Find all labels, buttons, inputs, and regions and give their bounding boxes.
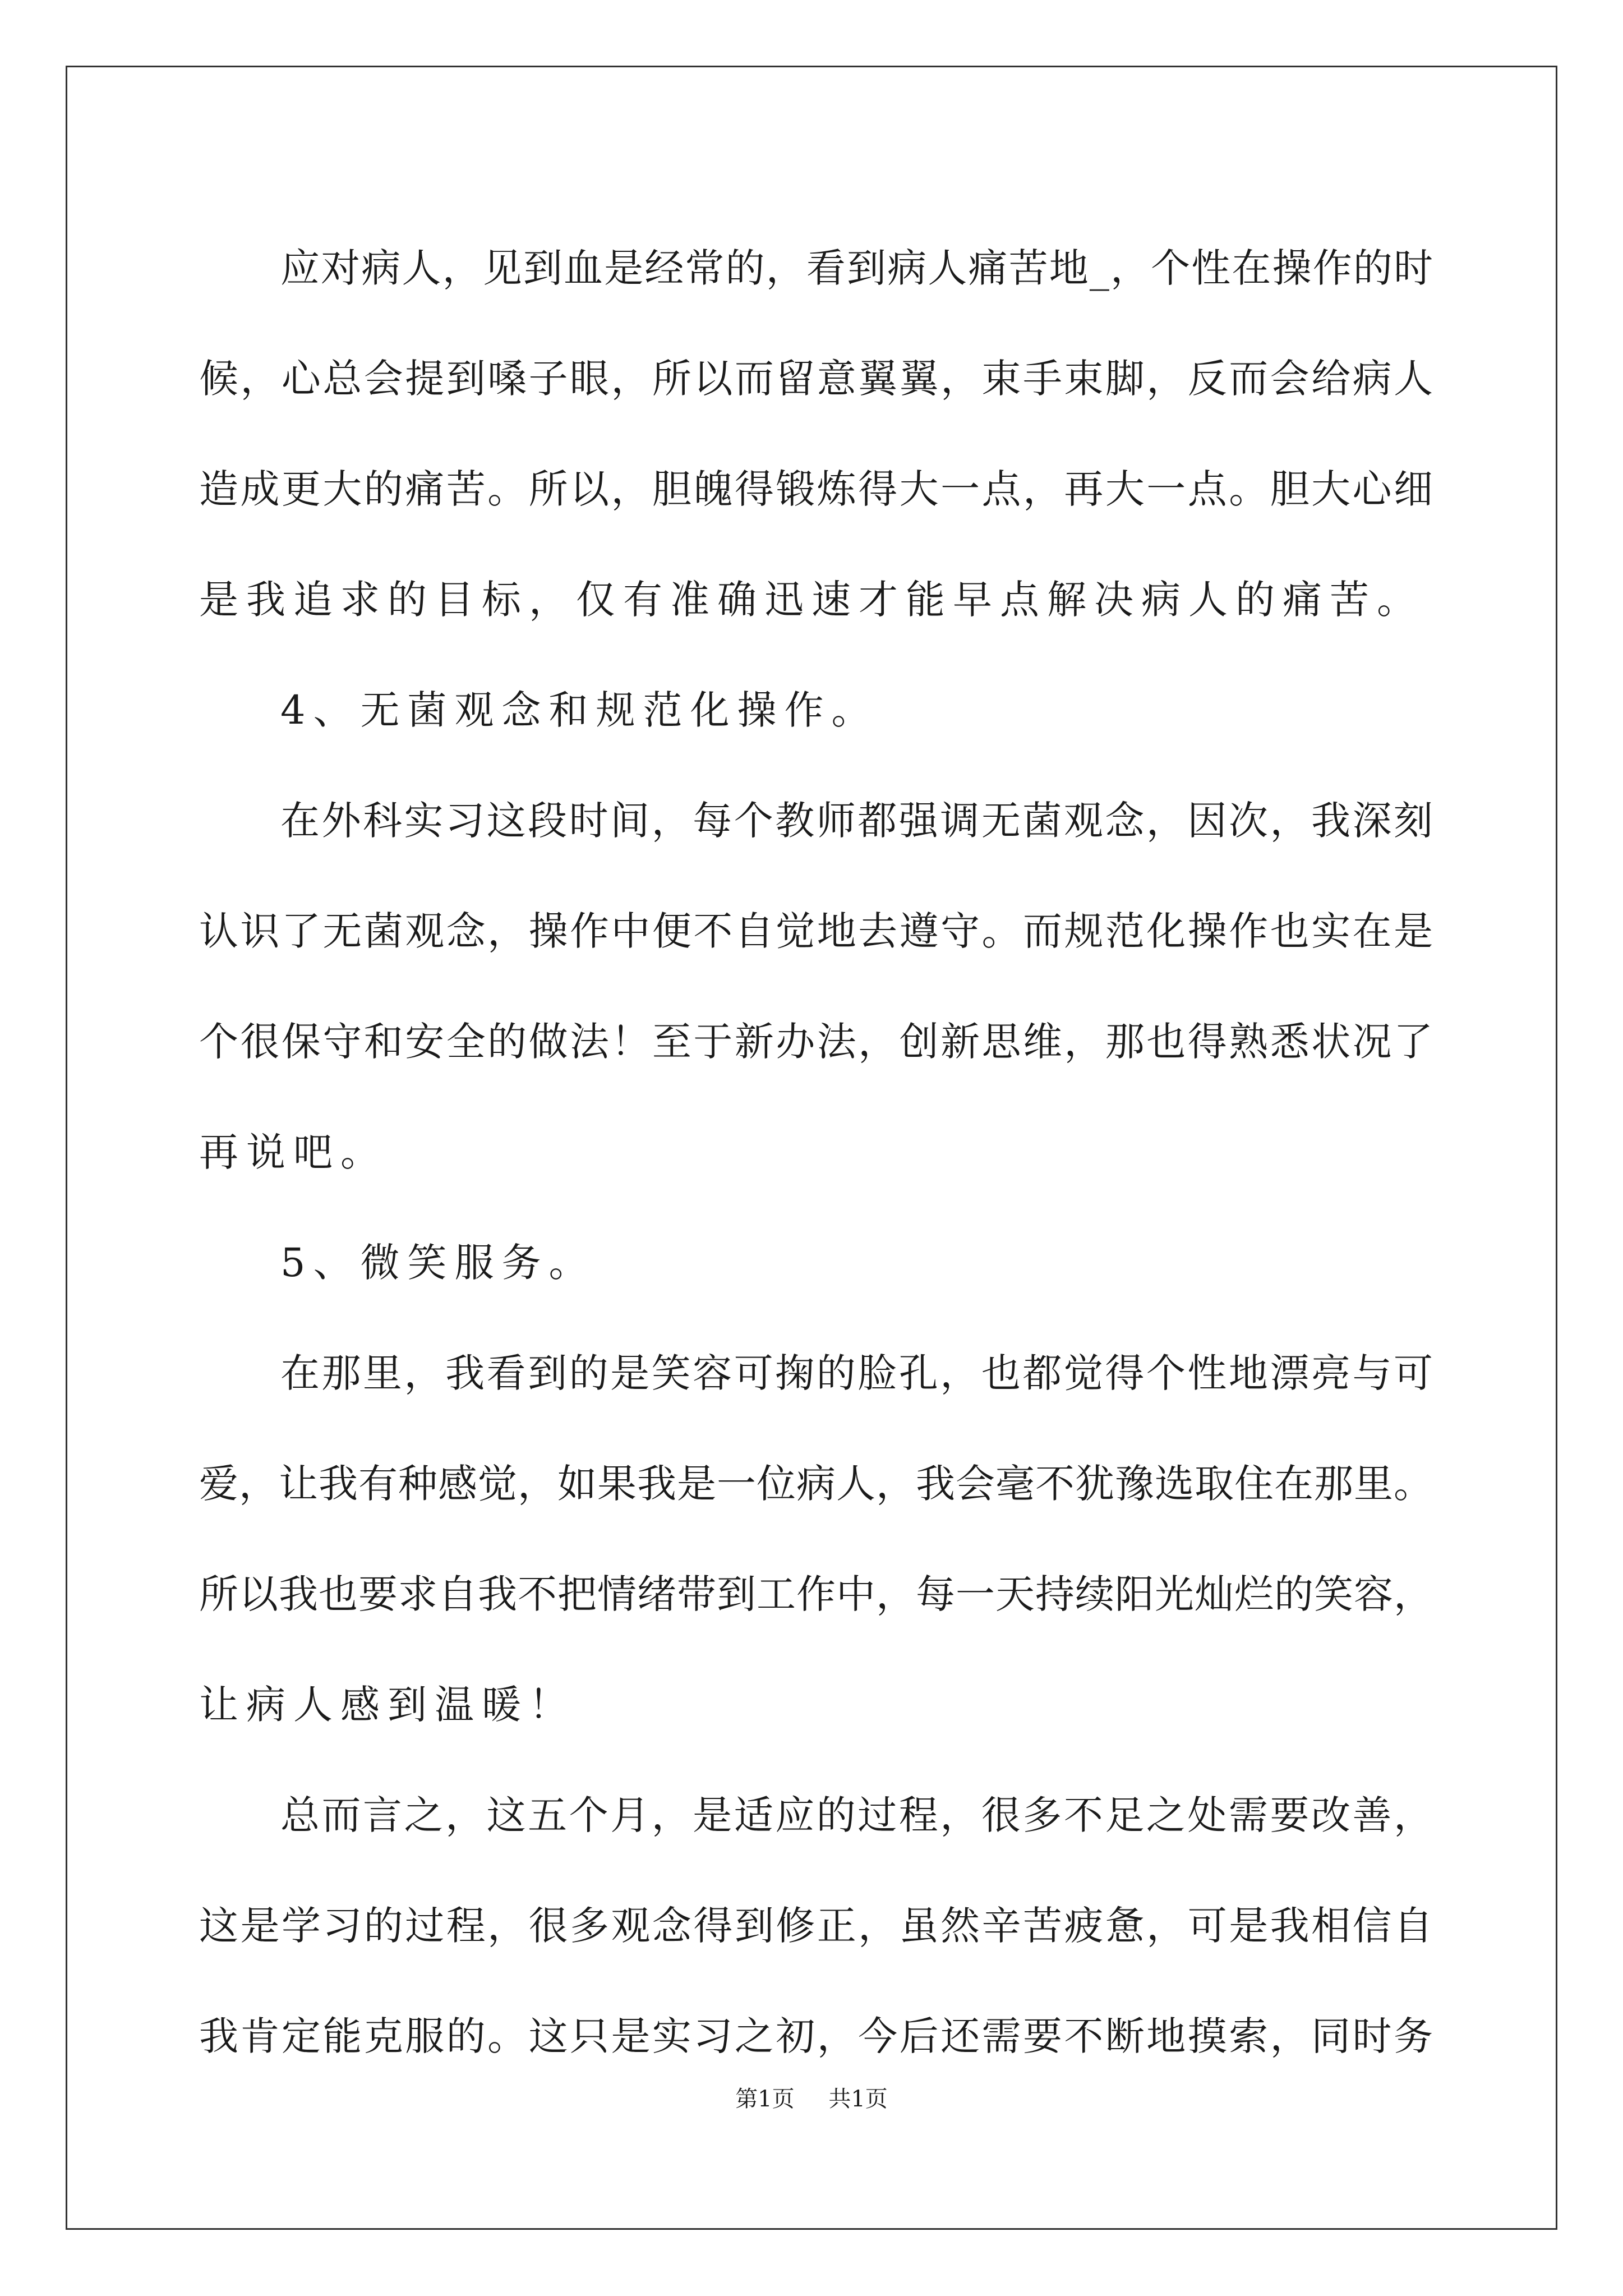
- text-line: 5、微笑服务。: [280, 1240, 596, 1286]
- text-line: 造成更大的痛苦。所以，胆魄得锻炼得大一点，再大一点。胆大心细: [199, 466, 1433, 512]
- text-line: 是我追求的目标，仅有准确迅速才能早点解决病人的痛苦。: [199, 577, 1424, 623]
- document-body: [199, 213, 1433, 2092]
- text-line: 总而言之，这五个月，是适应的过程，很多不足之处需要改善，: [280, 1792, 1433, 1838]
- text-line: 在外科实习这段时间，每个教师都强调无菌观念，因次，我深刻: [280, 798, 1433, 844]
- page-footer: [0, 2081, 1623, 2113]
- text-line: 认识了无菌观念，操作中便不自觉地去遵守。而规范化操作也实在是: [199, 908, 1433, 954]
- text-line: 在那里，我看到的是笑容可掬的脸孔，也都觉得个性地漂亮与可: [280, 1350, 1433, 1396]
- text-line: 所以我也要求自我不把情绪带到工作中，每一天持续阳光灿烂的笑容，: [199, 1571, 1433, 1617]
- text-line: 这是学习的过程，很多观念得到修正，虽然辛苦疲惫，可是我相信自: [199, 1903, 1433, 1949]
- text-line: 应对病人，见到血是经常的，看到病人痛苦地_，个性在操作的时: [280, 245, 1433, 291]
- text-line: 候，心总会提到嗓子眼，所以而留意翼翼，束手束脚，反而会给病人: [199, 356, 1433, 402]
- text-line: 再说吧。: [199, 1129, 388, 1175]
- text-line: 让病人感到温暖！: [199, 1682, 576, 1728]
- text-line: 我肯定能克服的。这只是实习之初，今后还需要不断地摸索，同时务: [199, 2013, 1433, 2059]
- text-line: 爱，让我有种感觉，如果我是一位病人，我会毫不犹豫选取住在那里。: [199, 1461, 1433, 1507]
- page-number: 第1页: [735, 2086, 795, 2112]
- text-line: 4、无菌观念和规范化操作。: [280, 687, 879, 733]
- page-total: 共1页: [828, 2086, 888, 2112]
- text-line: 个很保守和安全的做法！至于新办法，创新思维，那也得熟悉状况了: [199, 1019, 1433, 1065]
